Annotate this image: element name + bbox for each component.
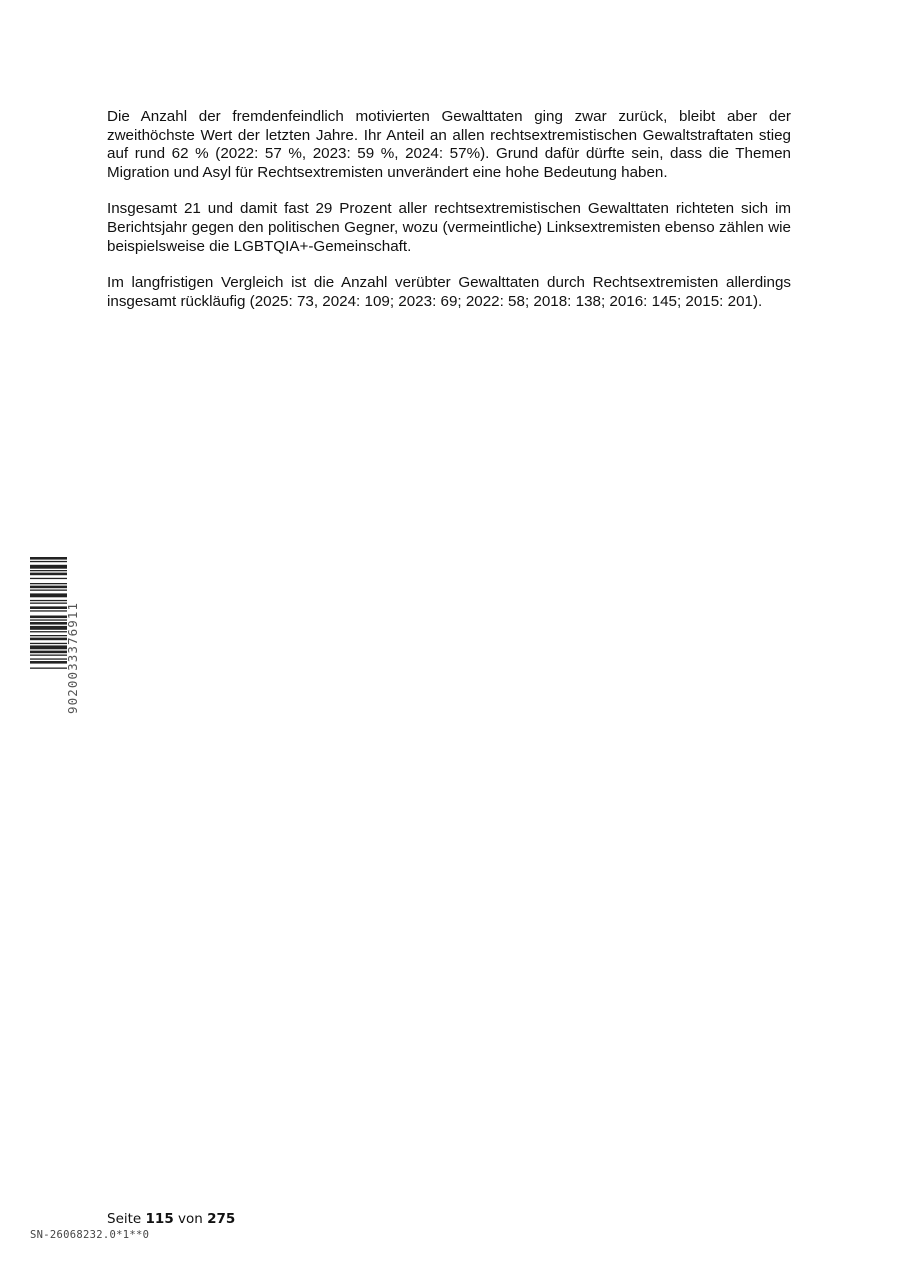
barcode-bar: [30, 578, 67, 579]
paragraph: Insgesamt 21 und damit fast 29 Prozent aller rechtsextremistischen Gewalttaten richteten sich im Berichtsjahr gegen den politischen Gegner, wozu (vermeintliche) Linksextremisten ebenso zählen wie beispielsweise die LGBTQIA+-Gemeinschaft.: [107, 200, 791, 255]
body-text: [107, 108, 791, 329]
barcode-bar: [30, 600, 67, 601]
barcode-bar: [30, 658, 67, 659]
barcode-bar: [30, 626, 67, 630]
barcode-bar: [30, 593, 67, 597]
barcode-bar: [30, 622, 67, 625]
page-total: 275: [207, 1211, 236, 1227]
barcode-bar: [30, 561, 67, 562]
barcode-bar: [30, 606, 67, 609]
barcode-bar: [30, 651, 67, 654]
barcode-bar: [30, 610, 67, 611]
barcode-bar: [30, 631, 67, 632]
paragraph: Im langfristigen Vergleich ist die Anzahl verübter Gewalttaten durch Rechtsextremisten allerdings insgesamt rückläufig (2025: 73, 2024: 109; 2023: 69; 2022: 58; 2018: 138; 2016: 145; 2015: 201).: [107, 274, 791, 310]
barcode-bar: [30, 645, 67, 649]
document-id: SN-26068232.0*1**0: [30, 1229, 150, 1241]
barcode-bar: [30, 583, 67, 584]
barcode-bar: [30, 619, 67, 620]
barcode-bar: [30, 635, 67, 636]
barcode-bar: [30, 590, 67, 591]
barcode-bar: [30, 661, 67, 664]
barcode-bar: [30, 586, 67, 589]
barcode-bar: [30, 616, 67, 619]
barcode-number: 9020033376911: [65, 601, 80, 714]
barcode-bar: [30, 668, 67, 669]
page-current: 115: [145, 1211, 174, 1227]
barcode-bar: [30, 655, 67, 656]
barcode-bar: [30, 573, 67, 576]
page-prefix: Seite: [107, 1211, 142, 1227]
page-separator: von: [178, 1211, 203, 1227]
barcode-bar: [30, 643, 67, 644]
page-footer: [107, 1211, 235, 1227]
barcode-bar: [30, 603, 67, 604]
paragraph: Die Anzahl der fremdenfeindlich motivierten Gewalttaten ging zwar zurück, bleibt aber der zweithöchste Wert der letzten Jahre. Ihr Anteil an allen rechtsextremistischen Gewaltstraftaten stieg auf rund 62 % (2022: 57 %, 2023: 59 %, 2024: 57%). Grund dafür dürfte sein, dass die Themen Migration und Asyl für Rechtsextremisten unverändert eine hohe Bedeutung haben.: [107, 108, 791, 181]
barcode-bar: [30, 638, 67, 641]
barcode-bar: [30, 570, 67, 571]
barcode-bar: [30, 557, 67, 560]
barcode-bars: [30, 557, 67, 703]
barcode-bar: [30, 565, 67, 569]
